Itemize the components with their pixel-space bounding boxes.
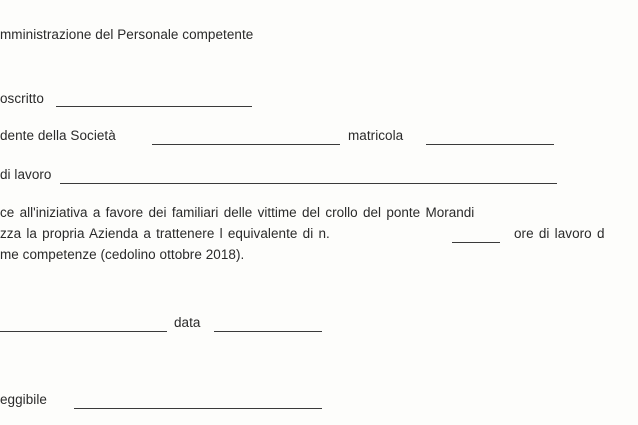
matricola-label: matricola	[348, 128, 404, 143]
workplace-blank-line	[60, 183, 557, 184]
company-blank-line	[152, 144, 340, 145]
workplace-label: di lavoro	[0, 167, 52, 182]
signature-blank-line	[74, 408, 322, 409]
date-label: data	[174, 315, 201, 330]
body-text-line-1: ce all'iniziativa a favore dei familiari delle vittime del crollo del ponte Morandi	[0, 205, 475, 220]
hours-blank-line	[452, 242, 500, 243]
signatory-label: oscritto	[0, 91, 44, 106]
matricola-blank-line	[426, 144, 554, 145]
body-text-line-3: me competenze (cedolino ottobre 2018).	[0, 247, 245, 262]
date-blank-line	[214, 331, 322, 332]
signatory-blank-line	[56, 106, 252, 107]
recipient-heading: mministrazione del Personale competente	[0, 27, 254, 42]
signature-label: eggibile	[0, 392, 47, 407]
body-text-line-2a: zza la propria Azienda a trattenere l equivalente di n.	[0, 226, 330, 241]
employee-label: dente della Società	[0, 128, 116, 143]
body-text-line-2b: ore di lavoro d	[514, 226, 605, 241]
place-blank-line	[0, 331, 167, 332]
